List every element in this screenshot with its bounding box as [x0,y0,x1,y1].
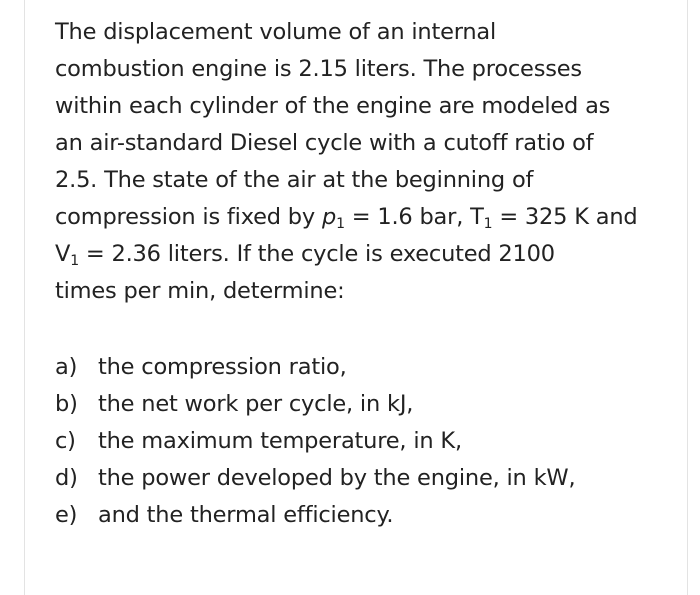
part-text: the maximum temperature, in K, [98,428,462,454]
temperature-subscript: 1 [483,216,493,232]
temperature-symbol: T [470,204,484,230]
part-text: the net work per cycle, in kJ, [98,391,414,417]
temperature-value: = 325 K and [492,204,638,230]
volume-subscript: 1 [70,253,79,269]
question-part [55,386,575,423]
volume-symbol: V [55,241,71,267]
pressure-subscript: 1 [336,216,345,232]
problem-line: times per min, determine: [55,278,345,304]
problem-line-volume [55,236,675,273]
question-card [24,0,688,595]
part-marker: b) [55,391,78,417]
problem-line-initial-state [55,199,675,236]
pressure-symbol: p [321,204,337,230]
question-part [55,497,575,534]
part-marker: e) [55,502,78,528]
pressure-value: = 1.6 bar, [344,204,471,230]
problem-line: 2.5. The state of the air at the beginning of [55,167,534,193]
problem-line: The displacement volume of an internal [55,19,497,45]
part-text: the power developed by the engine, in kW, [98,465,576,491]
question-part [55,423,575,460]
question-part [55,349,575,386]
problem-line: combustion engine is 2.15 liters. The processes [55,56,582,82]
line-prefix: compression is fixed by [55,204,322,230]
problem-statement [55,14,675,310]
part-text: and the thermal efficiency. [98,502,394,528]
question-parts-list [55,349,575,534]
problem-line: an air-standard Diesel cycle with a cutoff ratio of [55,130,594,156]
problem-line: within each cylinder of the engine are modeled as [55,93,611,119]
part-marker: a) [55,354,78,380]
part-text: the compression ratio, [98,354,347,380]
part-marker: d) [55,465,78,491]
part-marker: c) [55,428,76,454]
volume-and-rate: = 2.36 liters. If the cycle is executed 2100 [78,241,555,267]
question-part [55,460,575,497]
